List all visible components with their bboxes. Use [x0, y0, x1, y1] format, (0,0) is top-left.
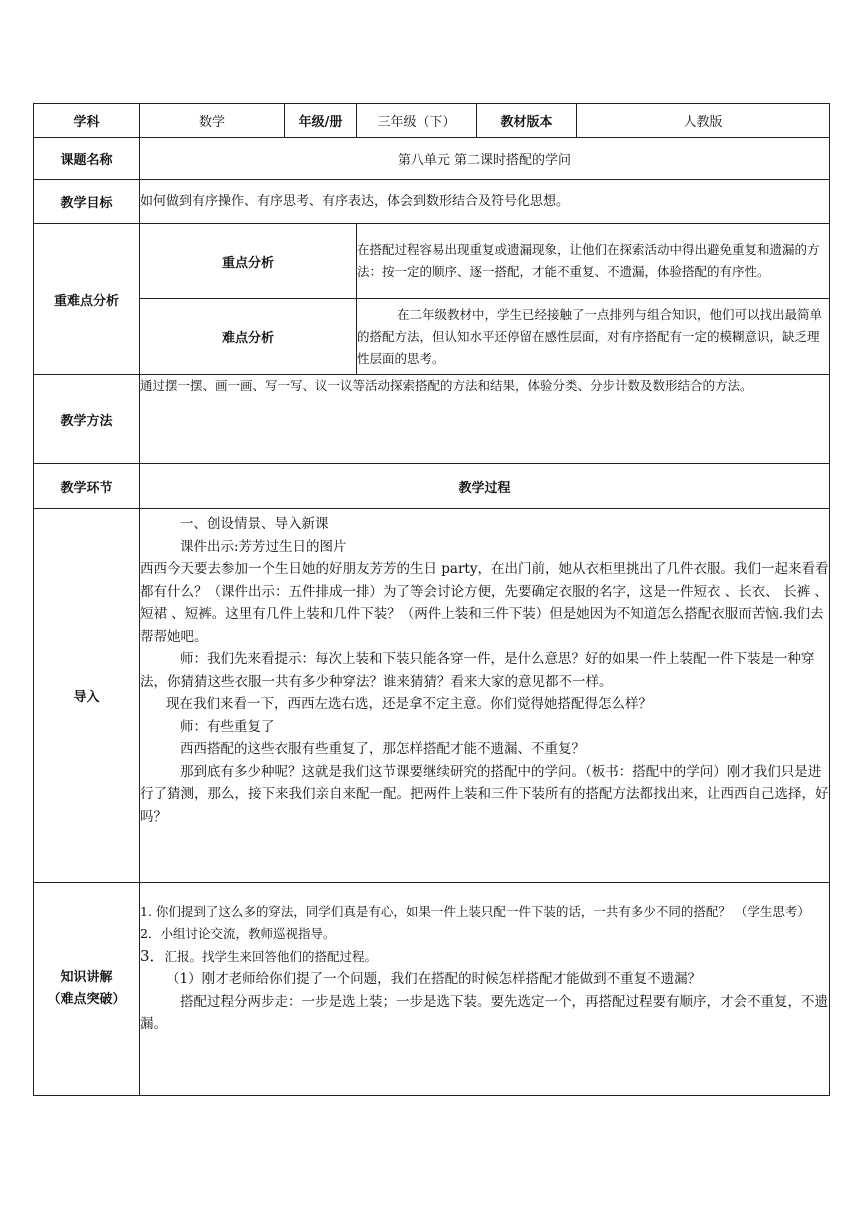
lesson-plan-table — [33, 103, 830, 1096]
knowledge-row — [34, 883, 830, 1096]
method-value — [140, 375, 830, 464]
process-header-row — [34, 464, 830, 509]
difficult-analysis-label: 难点分析 — [140, 299, 357, 375]
intro-heading: 一、创设情景、导入新课 — [180, 516, 329, 532]
difficult-analysis-paragraph: 在二年级教材中，学生已经接触了一点排列与组合知识，他们可以找出最简单的搭配方法，但认知水平还停留在感性层面，对有序搭配有一定的模糊意识，缺乏理性层面的思考。 — [357, 306, 823, 366]
knowledge-step-3-text: 汇报。找学生来回答他们的搭配过程。 — [164, 949, 378, 964]
grade-value: 三年级（下） — [357, 104, 477, 138]
knowledge-step-3 — [140, 945, 829, 968]
topic-row — [34, 138, 830, 180]
intro-story-paragraph: 西西今天要去参加一个生日她的好朋友芳芳的生日 party，在出门前，她从衣柜里挑出了几件衣服。我们一起来看看都有什么？（课件出示：五件排成一排）为了等会讨论方便，先要确定衣服的名字，这是一件短衣 、长衣、 长裤 、 短裙 、短裤。这里有几件上装和几件下装？（两件上装和三件下装）但是她因为不知道怎么搭配衣服而苦恼.我们去帮帮她吧。 — [140, 561, 829, 645]
key-analysis-row — [34, 224, 830, 299]
goal-value: 如何做到有序操作、有序思考、有序表达，体会到数形结合及符号化思想。 — [140, 180, 830, 224]
subject-label: 学科 — [34, 104, 140, 138]
edition-label: 教材版本 — [477, 104, 577, 138]
method-paragraph: 通过摆一摆、画一画、写一写、议一议等活动探索搭配的方法和结果，体验分类、分步计数及数形结合的方法。 — [140, 378, 753, 393]
intro-teacher-hint: 师：我们先来看提示：每次上装和下装只能各穿一件，是什么意思？好的如果一件上装配一件下装是一种穿法，你猜猜这些衣服一共有多少种穿法？谁来猜猜？看来大家的意见都不一样。 — [140, 651, 815, 690]
intro-row — [34, 509, 830, 883]
process-stage-label: 教学环节 — [34, 464, 140, 509]
analysis-label: 重难点分析 — [34, 224, 140, 375]
method-label: 教学方法 — [34, 375, 140, 464]
goal-row — [34, 180, 830, 224]
difficult-analysis-row — [34, 299, 830, 375]
grade-label: 年级/册 — [285, 104, 357, 138]
knowledge-label-line2: （难点突破） — [47, 992, 126, 1007]
intro-question: 现在我们来看一下，西西左选右选，还是拿不定主意。你们觉得她搭配得怎么样？ — [166, 696, 652, 712]
topic-value: 第八单元 第二课时搭配的学问 — [140, 138, 830, 180]
knowledge-step-3-number: 3． — [140, 947, 165, 965]
intro-content — [140, 509, 830, 883]
difficult-analysis-text — [357, 299, 830, 375]
knowledge-content — [140, 883, 830, 1096]
key-analysis-text — [357, 224, 830, 299]
edition-value: 人教版 — [577, 104, 830, 138]
key-analysis-paragraph: 在搭配过程容易出现重复或遗漏现象，让他们在探索活动中得出避免重复和遗漏的方法：按一定的顺序、逐一搭配，才能不重复、不遗漏，体验搭配的有序性。 — [357, 242, 820, 279]
knowledge-question: （1）刚才老师给你们提了一个问题，我们在搭配的时候怎样搭配才能做到不重复不遗漏？ — [166, 971, 702, 987]
knowledge-label-line1: 知识讲解 — [60, 970, 113, 985]
key-analysis-label: 重点分析 — [140, 224, 357, 299]
intro-label: 导入 — [34, 509, 140, 883]
knowledge-step-1: 1. 你们提到了这么多的穿法，同学们真是有心，如果一件上装只配一件下装的话，一共有多少不同的搭配？ （学生思考） — [140, 904, 810, 919]
knowledge-label — [34, 883, 140, 1096]
process-title: 教学过程 — [140, 464, 830, 509]
intro-teacher-remark: 师：有些重复了 — [180, 718, 275, 735]
header-row — [34, 104, 830, 138]
topic-label: 课题名称 — [34, 138, 140, 180]
intro-transition: 那到底有多少种呢？这就是我们这节课要继续研究的搭配中的学问。（板书：搭配中的学问）刚才我们只是进行了猜测，那么，接下来我们亲自来配一配。把两件上装和三件下装所有的搭配方法都找出来，让西西自己选择，好吗？ — [140, 763, 829, 825]
goal-label: 教学目标 — [34, 180, 140, 224]
method-row — [34, 375, 830, 464]
intro-problem: 西西搭配的这些衣服有些重复了，那怎样搭配才能不遗漏、不重复？ — [180, 741, 585, 757]
subject-value: 数学 — [140, 104, 285, 138]
intro-courseware-note: 课件出示:芳芳过生日的图片 — [180, 538, 347, 555]
knowledge-method: 搭配过程分两步走：一步是选上装；一步是选下装。要先选定一个，再搭配过程要有顺序，才会不重复，不遗漏。 — [140, 993, 828, 1032]
knowledge-step-2: 2．小组讨论交流，教师巡视指导。 — [140, 926, 336, 941]
